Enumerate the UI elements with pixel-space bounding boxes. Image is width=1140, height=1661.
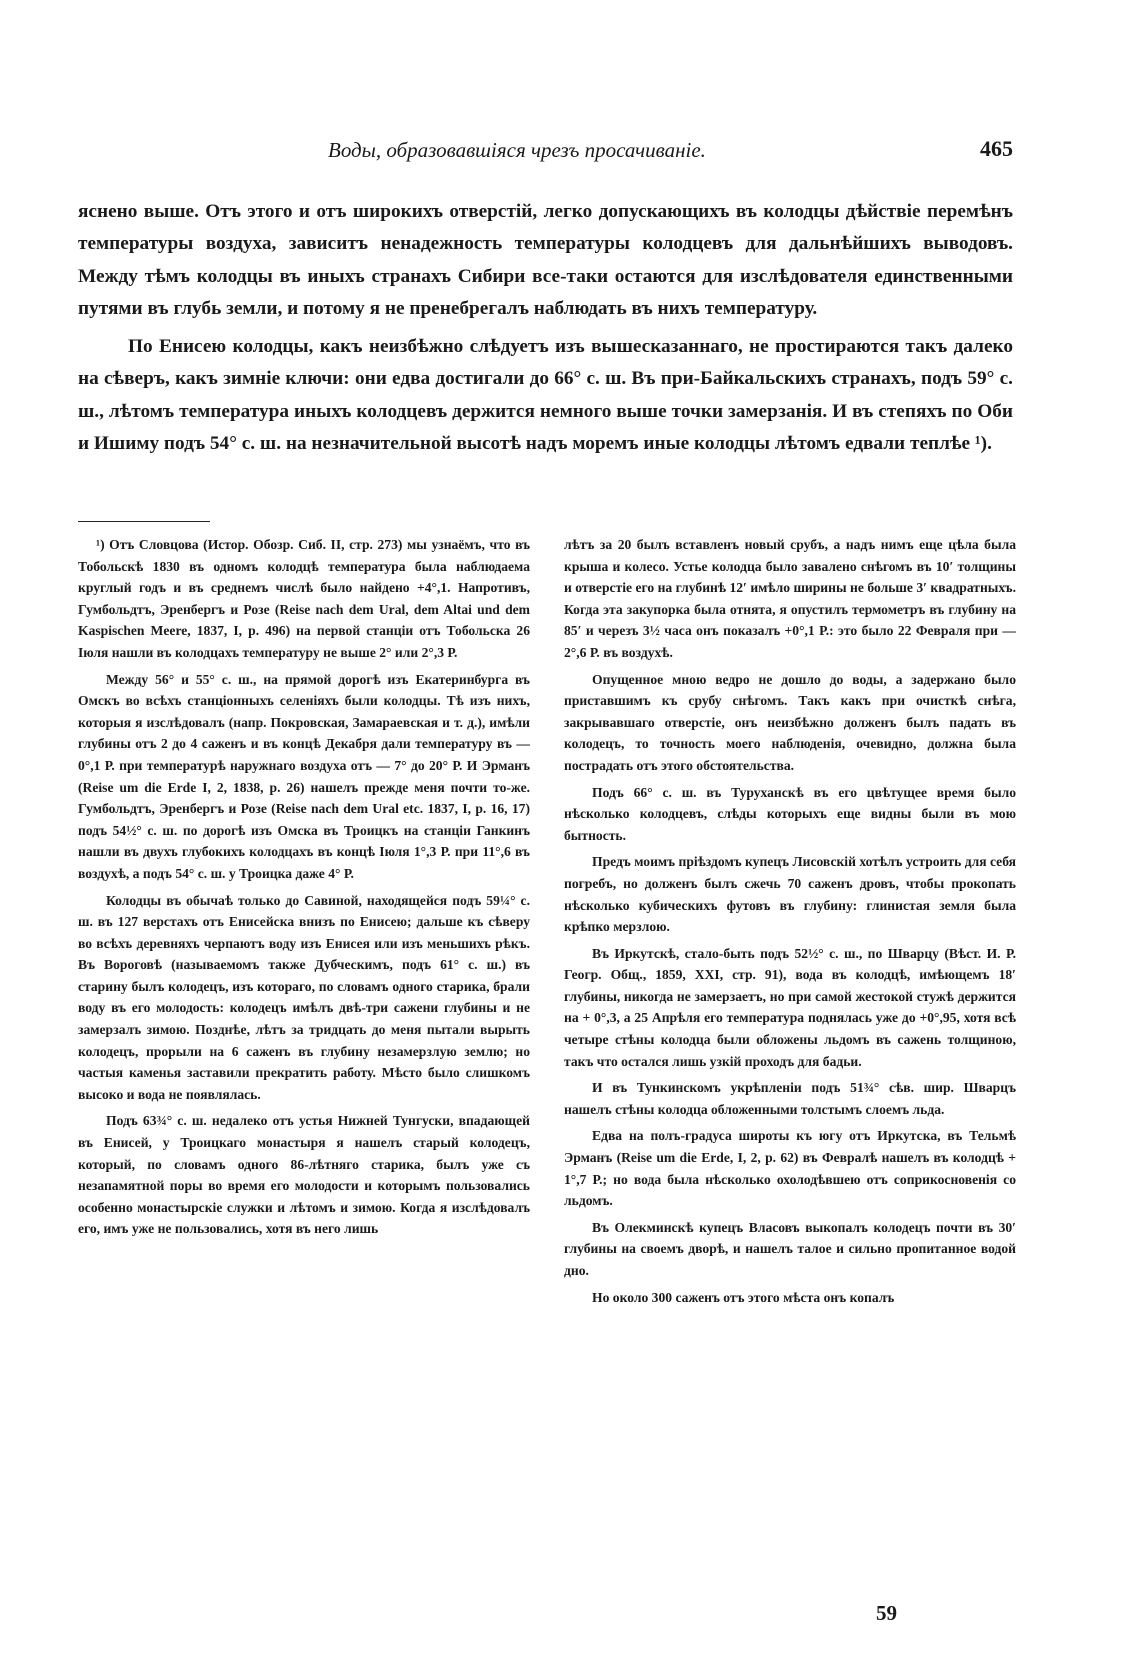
main-text xyxy=(78,196,1013,460)
footnote-paragraph: Въ Олекминскѣ купецъ Власовъ выкопалъ колодецъ почти въ 30′ глубины на своемъ дворѣ, и нашелъ талое и сильно пропитанное водой дно. xyxy=(564,1219,1016,1278)
main-paragraph: ясненo выше. Отъ этого и отъ широкихъ отверстій, легко допускающихъ въ колодцы дѣйствіе перемѣнъ температуры воздуха, зависитъ ненадежность температуры колодцевъ для дальнѣйшихъ выводовъ. Между тѣмъ колодцы въ иныхъ странахъ Сибири все-таки остаются для изслѣдователя единственными путями въ глубь земли, и потому я не пренебрегалъ наблюдать въ нихъ температуру. xyxy=(78,201,1013,319)
footnote-paragraph: Но около 300 саженъ отъ этого мѣста онъ копалъ xyxy=(592,1289,895,1305)
running-title: Воды, образовавшіяся чрезъ просачиваніе. xyxy=(328,138,706,162)
footnote-rule xyxy=(78,521,210,522)
footnote-paragraph: Едва на полъ-градуса широты къ югу отъ Иркутска, въ Тельмѣ Эрманъ (Reise um die Erde, I, 2, p. 62) въ Февралѣ нашелъ въ колодцѣ + 1°,7 Р.; но вода была нѣсколько охолодѣвшею отъ соприкосновенія со льдомъ. xyxy=(564,1128,1016,1209)
footnote-paragraph: Между 56° и 55° с. ш., на прямой дорогѣ изъ Екатеринбурга въ Омскъ во всѣхъ станціонныхъ селеніяхъ были колодцы. Тѣ изъ нихъ, которыя я изслѣдовалъ (напр. Покровская, Замараевская и т. д.), имѣли глубины отъ 2 до 4 саженъ и въ концѣ Декабря дали температуру въ — 0°,1 Р. при температурѣ наружнаго воздуха отъ — 7° до 20° Р. И Эрманъ (Reise um die Erde I, 2, 1838, p. 26) нашелъ прежде меня почти то-же. Гумбольдтъ, Эренбергъ и Розе (Reise nach dem Ural etc. 1837, I, p. 16, 17) подъ 54½° с. ш. по дорогѣ изъ Омска въ Троицкъ на станціи Ганкинъ нашли въ двухъ глубокихъ колодцахъ въ концѣ Іюля 1°,3 Р. при 11°,6 въ воздухѣ, а подъ 54° с. ш. у Троицка даже 4° Р. xyxy=(78,671,530,881)
footnote-paragraph: Предъ моимъ пріѣздомъ купецъ Лисовскій хотѣлъ устроить для себя погребъ, но долженъ былъ сжечь 70 саженъ дровъ, чтобы прокопать нѣсколько кубическихъ футовъ въ глубину: глинистая земля была крѣпко мерзлою. xyxy=(564,854,1017,935)
main-paragraph: По Енисею колодцы, какъ неизбѣжно слѣдуетъ изъ вышесказаннаго, не простираются такъ далеко на сѣверъ, какъ зимніе ключи: они едва достигали до 66° с. ш. Въ при-Байкальскихъ странахъ, подъ 59° с. ш., лѣтомъ температура иныхъ колодцевъ держится немного выше точки замерзанія. И въ степяхъ по Оби и Ишиму подъ 54° с. ш. на незначительной высотѣ надъ моремъ иные колодцы лѣтомъ едвали теплѣе ¹). xyxy=(78,336,1013,455)
footnote-paragraph: Подъ 63¾° с. ш. недалеко отъ устья Нижней Тунгуски, впадающей въ Енисей, у Троицкаго монастыря я нашелъ старый колодецъ, который, по словамъ одного 86-лѣтняго старика, былъ уже съ незапамятной поры во время его молодости и которымъ пользовались особенно монастырскіе служки и лѣтомъ и зимою. Когда я изслѣдовалъ его, имъ уже не пользовались, хотя въ него лишь xyxy=(78,1113,530,1237)
footnote-column-left xyxy=(78,534,530,1245)
footnote-paragraph: Колодцы въ обычаѣ только до Савиной, находящейся подъ 59¼° с. ш. въ 127 верстахъ отъ Енисейска внизъ по Енисею; дальше къ сѣверу во всѣхъ деревняхъ черпаютъ воду изъ Енисея или изъ меньшихъ рѣкъ. Въ Вороговѣ (называемомъ также Дубческимъ, подъ 61° с. ш.) въ старину былъ колодецъ, изъ котораго, по словамъ одного старика, брали воду въ его молодость: колодецъ имѣлъ двѣ-три сажени глубины и не замерзалъ зимою. Позднѣе, лѣтъ за тридцать до меня пытали вырыть колодецъ, прорыли на 6 саженъ въ глубину незамерзлую землю; но частыя каменья заставили прекратить работу. Мѣсто было слишкомъ высоко и вода не появлялась. xyxy=(78,892,530,1102)
footnote-paragraph: лѣтъ за 20 былъ вставленъ новый срубъ, а надъ нимъ еще цѣла была крыша и колесо. Устье колодца было завалено снѣгомъ въ 10′ толщины и отверстіе его на глубинѣ 12′ имѣло ширины не больше 3′ квадратныхъ. Когда эта закупорка была отнята, я опустилъ термометръ въ глубину на 85′ и черезъ 3½ часа онъ показалъ +0°,1 Р.: это было 22 Февраля при —2°,6 Р. въ воздухѣ. xyxy=(564,537,1016,660)
footnote-paragraph: Въ Иркутскѣ, стало-быть подъ 52½° с. ш., по Шварцу (Вѣст. И. Р. Геогр. Общ., 1859, XXI, стр. 91), вода въ колодцѣ, имѣющемъ 18′ глубины, никогда не замерзаетъ, но при самой жестокой стужѣ держится на + 0°,3, а 25 Апрѣля его температура поднялась уже до +0°,95, хотя всѣ четыре стѣны колодца были обложены льдомъ въ сажень толщиною, такъ что остался лишь узкій проходъ для бадьи. xyxy=(564,945,1016,1069)
page-number: 465 xyxy=(980,136,1013,161)
signature-mark: 59 xyxy=(876,1601,897,1625)
footnote-paragraph: Опущенное мною ведро не дошло до воды, а задержано было приставшимъ къ срубу снѣгомъ. Такъ какъ при очисткѣ снѣга, закрывавшаго отверстіе, онъ неизбѣжно долженъ былъ падать въ колодецъ, то точность моего наблюденія, очевидно, должна была пострадать отъ этого обстоятельства. xyxy=(564,671,1016,773)
footnote-paragraph: ¹) Отъ Словцова (Истор. Обозр. Сиб. II, стр. 273) мы узнаёмъ, что въ Тобольскѣ 1830 въ одномъ колодцѣ температура была наблюдаема круглый годъ и въ среднемъ числѣ было найдено +4°,1. Напротивъ, Гумбольдтъ, Эренбергъ и Розе (Reise nach dem Ural, dem Altai und dem Kaspischen Meere, 1837, I, p. 496) на первой станціи отъ Тобольска 26 Іюля нашли въ колодцахъ температуру не выше 2° или 2°,3 Р. xyxy=(78,537,530,660)
footnote-paragraph: Подъ 66° с. ш. въ Туруханскѣ въ его цвѣтущее время было нѣсколько колодцевъ, слѣды которыхъ еще видны были въ мою бытность. xyxy=(564,784,1016,843)
running-head xyxy=(78,138,1013,174)
footnote-column-right xyxy=(564,534,1016,1313)
footnote-paragraph: И въ Тункинскомъ укрѣпленіи подъ 51¾° сѣв. шир. Шварцъ нашелъ стѣны колодца обложенными толстымъ слоемъ льда. xyxy=(564,1080,1016,1117)
